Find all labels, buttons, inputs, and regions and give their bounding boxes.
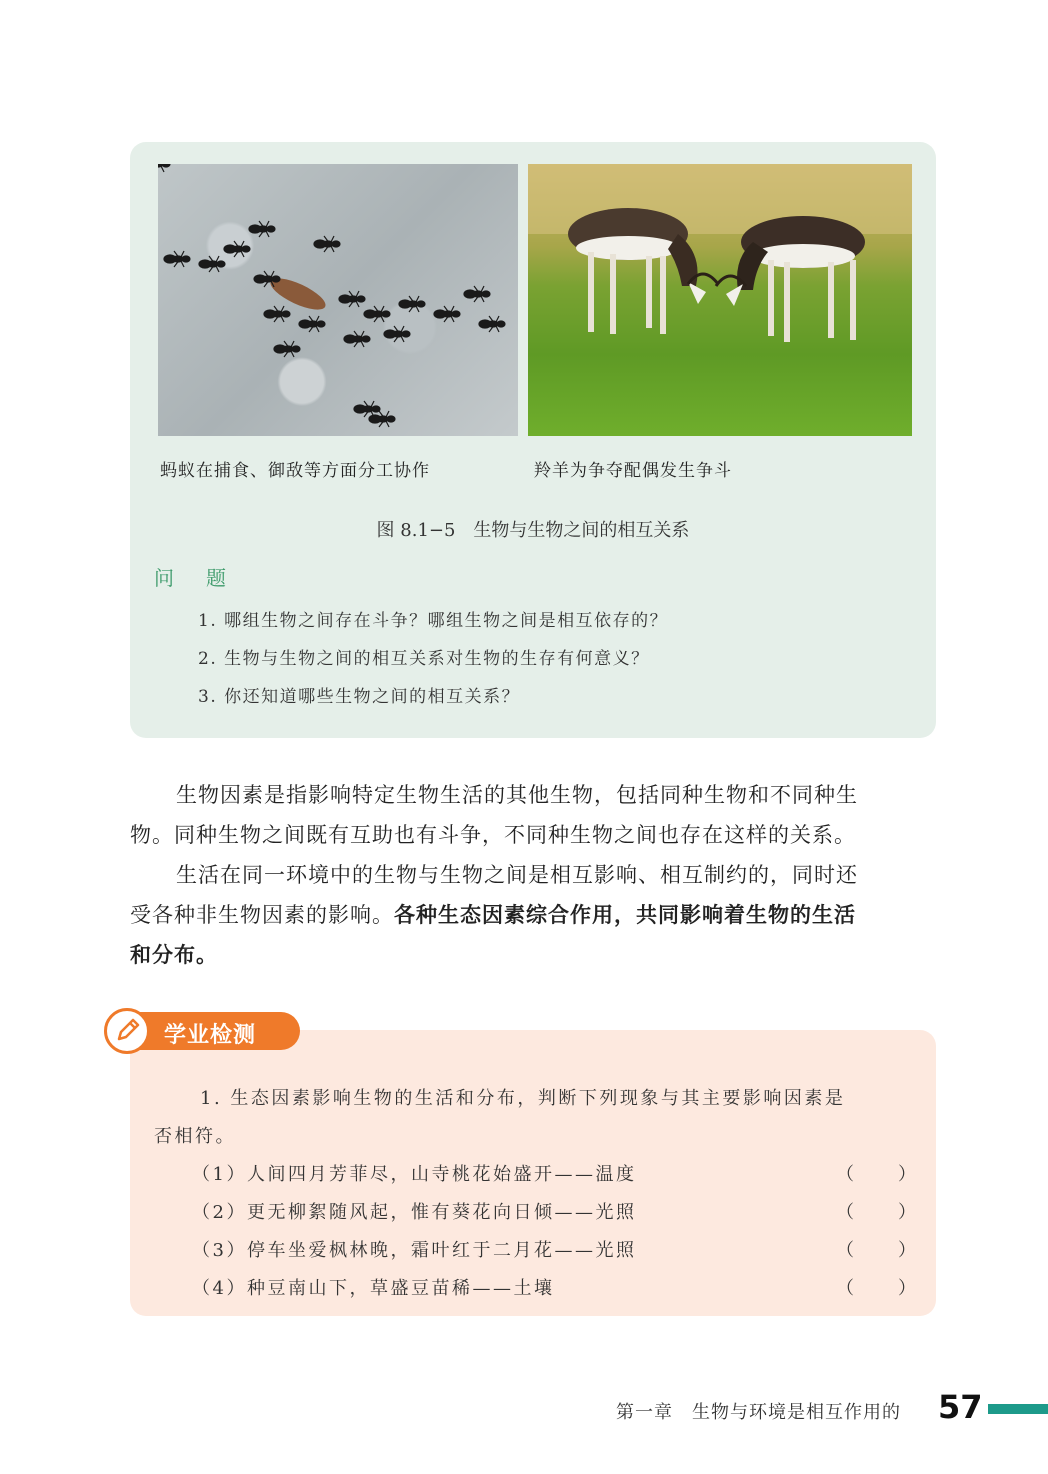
body-text-bold: 各种生态因素综合作用，共同影响着生物的生活 — [394, 903, 856, 927]
answer-blank[interactable] — [836, 1198, 916, 1224]
questions-heading: 问 题 — [154, 566, 232, 590]
figure-panel — [130, 142, 936, 738]
paren-close: ） — [898, 1164, 916, 1185]
answer-blank[interactable] — [836, 1236, 916, 1262]
body-text-line: 生物因素是指影响特定生物生活的其他生物，包括同种生物和不同种生 — [176, 783, 858, 807]
exercise-badge — [104, 1008, 300, 1052]
exercise-item: （3）停车坐爱枫林晚，霜叶红于二月花——光照 — [192, 1240, 637, 1261]
exercise-intro: 1. 生态因素影响生物的生活和分布，判断下列现象与其主要影响因素是 — [200, 1088, 846, 1109]
body-text-line — [130, 895, 936, 935]
body-paragraph-1 — [130, 775, 936, 855]
exercise-item: （2）更无柳絮随风起，惟有葵花向日倾——光照 — [192, 1202, 637, 1223]
ants-photo — [158, 164, 518, 436]
paren-close: ） — [898, 1278, 916, 1299]
paren-close: ） — [898, 1202, 916, 1223]
antelope-photo — [528, 164, 912, 436]
answer-blank[interactable] — [836, 1160, 916, 1186]
body-text-line: 生活在同一环境中的生物与生物之间是相互影响、相互制约的，同时还 — [176, 863, 858, 887]
page-accent-bar — [988, 1404, 1048, 1414]
exercise-item: （4）种豆南山下，草盛豆苗稀——土壤 — [192, 1278, 555, 1299]
badge-label: 学业检测 — [164, 1023, 257, 1048]
paren-open: （ — [836, 1202, 854, 1223]
paren-open: （ — [836, 1164, 854, 1185]
body-text-bold: 和分布。 — [130, 943, 218, 967]
paren-close: ） — [898, 1240, 916, 1261]
paren-open: （ — [836, 1240, 854, 1261]
question-item: 2. 生物与生物之间的相互关系对生物的生存有何意义？ — [198, 649, 650, 669]
chapter-footer: 第一章 生物与环境是相互作用的 — [616, 1402, 901, 1423]
question-item: 1. 哪组生物之间存在斗争？哪组生物之间是相互依存的？ — [198, 611, 669, 631]
answer-blank[interactable] — [836, 1274, 916, 1300]
body-text-line: 物。同种生物之间既有互助也有斗争，不同种生物之间也存在这样的关系。 — [130, 823, 856, 847]
question-item: 3. 你还知道哪些生物之间的相互关系？ — [198, 687, 521, 707]
page-number: 57 — [938, 1388, 983, 1426]
paren-open: （ — [836, 1278, 854, 1299]
figure-title: 图 8.1−5 生物与生物之间的相互关系 — [376, 520, 690, 541]
exercise-panel — [130, 1030, 936, 1316]
body-paragraph-2 — [130, 855, 936, 975]
antelope-photo-caption: 羚羊为争夺配偶发生争斗 — [534, 461, 732, 481]
pencil-icon — [104, 1008, 150, 1054]
body-text-normal: 受各种非生物因素的影响。 — [130, 903, 394, 927]
ants-photo-caption: 蚂蚁在捕食、御敌等方面分工协作 — [160, 461, 430, 481]
exercise-intro-cont: 否相符。 — [154, 1126, 236, 1147]
exercise-item: （1）人间四月芳菲尽，山寺桃花始盛开——温度 — [192, 1164, 637, 1185]
